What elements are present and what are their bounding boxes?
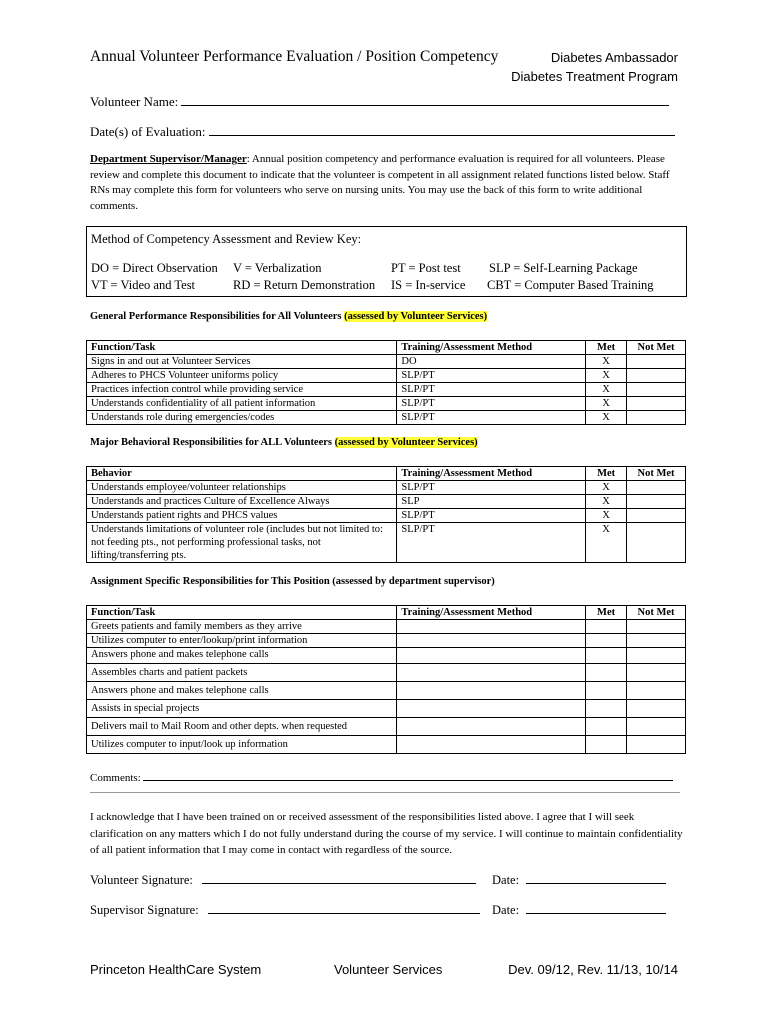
- method-cell: SLP/PT: [397, 509, 586, 523]
- assessment-key-box: [86, 226, 687, 297]
- met-cell[interactable]: [586, 682, 627, 700]
- task-cell: Signs in and out at Volunteer Services: [87, 355, 397, 369]
- supervisor-date-line[interactable]: [526, 901, 666, 914]
- supervisor-date-field[interactable]: [492, 901, 666, 918]
- evaluation-dates-line[interactable]: [209, 123, 675, 136]
- not-met-cell[interactable]: [627, 736, 686, 754]
- not-met-cell[interactable]: [627, 369, 686, 383]
- not-met-cell[interactable]: [627, 664, 686, 682]
- header-behavior: Behavior: [87, 467, 397, 481]
- not-met-cell[interactable]: [627, 481, 686, 495]
- behavior-cell: Understands limitations of volunteer role (includes but not limited to: not feeding pts., not performing professional tasks, not lifting/transferring pts.: [87, 523, 397, 563]
- assignment-responsibilities-table: [86, 605, 686, 754]
- table-row: [87, 682, 686, 700]
- task-cell: Answers phone and makes telephone calls: [87, 648, 397, 664]
- section1-heading-text: General Performance Responsibilities for All Volunteers: [90, 311, 345, 322]
- header-not-met: Not Met: [627, 606, 686, 620]
- key-item: SLP = Self-Learning Package: [489, 261, 638, 275]
- key-item: RD = Return Demonstration: [233, 278, 376, 292]
- footer-organization: Princeton HealthCare System: [90, 962, 262, 977]
- key-item: VT = Video and Test: [91, 278, 196, 292]
- method-cell[interactable]: [397, 682, 586, 700]
- key-item: CBT = Computer Based Training: [487, 278, 654, 292]
- section2-heading-text: Major Behavioral Responsibilities for ALL Volunteers: [90, 437, 335, 448]
- header-not-met: Not Met: [627, 467, 686, 481]
- program-line-1: Diabetes Ambassador: [550, 50, 678, 65]
- comments-extra-line[interactable]: [90, 792, 680, 793]
- key-item: IS = In-service: [391, 278, 466, 292]
- footer-revision: Dev. 09/12, Rev. 11/13, 10/14: [508, 962, 678, 977]
- met-cell[interactable]: X: [586, 397, 627, 411]
- supervisor-date-label: Date:: [492, 903, 520, 917]
- task-cell: Answers phone and makes telephone calls: [87, 682, 397, 700]
- volunteer-name-line[interactable]: [181, 93, 669, 106]
- met-cell[interactable]: [586, 620, 627, 634]
- method-cell[interactable]: [397, 620, 586, 634]
- table-row: [87, 523, 686, 563]
- task-cell: Practices infection control while providing service: [87, 383, 397, 397]
- table-row: [87, 481, 686, 495]
- met-cell[interactable]: X: [586, 383, 627, 397]
- met-cell[interactable]: [586, 664, 627, 682]
- behavior-cell: Understands patient rights and PHCS values: [87, 509, 397, 523]
- header-function-task: Function/Task: [87, 341, 397, 355]
- table-header-row: [87, 467, 686, 481]
- volunteer-date-line[interactable]: [526, 871, 666, 884]
- volunteer-date-field[interactable]: [492, 871, 666, 888]
- task-cell: Adheres to PHCS Volunteer uniforms policy: [87, 369, 397, 383]
- table-row: [87, 355, 686, 369]
- not-met-cell[interactable]: [627, 634, 686, 648]
- met-cell[interactable]: X: [586, 411, 627, 425]
- not-met-cell[interactable]: [627, 383, 686, 397]
- table-row: [87, 736, 686, 754]
- method-cell[interactable]: [397, 718, 586, 736]
- met-cell[interactable]: [586, 634, 627, 648]
- task-cell: Assembles charts and patient packets: [87, 664, 397, 682]
- table-row: [87, 700, 686, 718]
- comments-label: Comments:: [90, 772, 141, 784]
- method-cell: SLP/PT: [397, 397, 586, 411]
- method-cell[interactable]: [397, 736, 586, 754]
- program-line-2: Diabetes Treatment Program: [511, 69, 678, 84]
- header-met: Met: [586, 341, 627, 355]
- program-name: [511, 48, 678, 86]
- table-row: [87, 664, 686, 682]
- not-met-cell[interactable]: [627, 523, 686, 563]
- comments-field[interactable]: [90, 770, 673, 784]
- method-cell: SLP/PT: [397, 369, 586, 383]
- header-met: Met: [586, 606, 627, 620]
- behavioral-responsibilities-table: [86, 466, 686, 563]
- not-met-cell[interactable]: [627, 509, 686, 523]
- not-met-cell[interactable]: [627, 682, 686, 700]
- table-row: [87, 369, 686, 383]
- met-cell[interactable]: X: [586, 523, 627, 563]
- met-cell[interactable]: X: [586, 355, 627, 369]
- not-met-cell[interactable]: [627, 411, 686, 425]
- not-met-cell[interactable]: [627, 355, 686, 369]
- method-cell[interactable]: [397, 700, 586, 718]
- met-cell[interactable]: [586, 700, 627, 718]
- key-title: Method of Competency Assessment and Review Key:: [91, 232, 362, 246]
- task-cell: Understands role during emergencies/codes: [87, 411, 397, 425]
- behavior-cell: Understands employee/volunteer relationships: [87, 481, 397, 495]
- header-training-method: Training/Assessment Method: [397, 341, 586, 355]
- method-cell: SLP/PT: [397, 481, 586, 495]
- not-met-cell[interactable]: [627, 495, 686, 509]
- acknowledgement-text: I acknowledge that I have been trained on or received assessment of the responsibilities listed above. I agree that I will seek clarification on any matters which I do not fully understand during the course of my service. I will continue to maintain confidentiality of all patient information that I may come in contact with regardless of the source.: [90, 811, 683, 856]
- header-training-method: Training/Assessment Method: [397, 467, 586, 481]
- header-training-method: Training/Assessment Method: [397, 606, 586, 620]
- met-cell[interactable]: [586, 736, 627, 754]
- behavior-cell: Understands and practices Culture of Excellence Always: [87, 495, 397, 509]
- method-cell[interactable]: [397, 664, 586, 682]
- task-cell: Utilizes computer to enter/lookup/print information: [87, 634, 397, 648]
- volunteer-signature-field[interactable]: [90, 871, 476, 888]
- task-cell: Greets patients and family members as they arrive: [87, 620, 397, 634]
- task-cell: Understands confidentiality of all patient information: [87, 397, 397, 411]
- not-met-cell[interactable]: [627, 648, 686, 664]
- met-cell[interactable]: X: [586, 509, 627, 523]
- met-cell[interactable]: X: [586, 481, 627, 495]
- volunteer-signature-line[interactable]: [202, 871, 476, 884]
- comments-line[interactable]: [143, 770, 673, 781]
- table-row: [87, 634, 686, 648]
- header-function-task: Function/Task: [87, 606, 397, 620]
- intro-paragraph: [90, 152, 690, 214]
- general-responsibilities-table: [86, 340, 686, 425]
- volunteer-date-label: Date:: [492, 873, 520, 887]
- table-row: [87, 718, 686, 736]
- section1-heading-highlight: (assessed by Volunteer Services): [344, 311, 488, 322]
- table-row: [87, 620, 686, 634]
- met-cell[interactable]: X: [586, 369, 627, 383]
- supervisor-signature-line[interactable]: [208, 901, 480, 914]
- supervisor-signature-field[interactable]: [90, 901, 480, 918]
- met-cell[interactable]: [586, 718, 627, 736]
- header-met: Met: [586, 467, 627, 481]
- document-title: Annual Volunteer Performance Evaluation / Position Competency: [90, 48, 499, 65]
- section2-heading: [90, 437, 478, 448]
- section2-heading-highlight: (assessed by Volunteer Services): [334, 437, 478, 448]
- key-item: DO = Direct Observation: [91, 261, 218, 275]
- method-cell: SLP: [397, 495, 586, 509]
- method-cell[interactable]: [397, 648, 586, 664]
- table-row: [87, 411, 686, 425]
- evaluation-dates-label: Date(s) of Evaluation:: [90, 124, 206, 139]
- task-cell: Assists in special projects: [87, 700, 397, 718]
- table-row: [87, 495, 686, 509]
- met-cell[interactable]: [586, 648, 627, 664]
- volunteer-name-label: Volunteer Name:: [90, 94, 179, 109]
- table-header-row: [87, 606, 686, 620]
- supervisor-signature-label: Supervisor Signature:: [90, 903, 199, 917]
- key-item: V = Verbalization: [233, 261, 322, 275]
- not-met-cell[interactable]: [627, 700, 686, 718]
- table-row: [87, 509, 686, 523]
- footer-department: Volunteer Services: [334, 962, 443, 977]
- intro-text: : Annual position competency and performance evaluation is required for all volunteers. Please review and complete this document to indicate that the volunteer is competent in all assignment related functions listed below. Staff RNs may complete this form for volunteers who serve on nursing units. You may use the back of this form to write additional comments.: [90, 153, 670, 212]
- task-cell: Utilizes computer to input/look up information: [87, 736, 397, 754]
- not-met-cell[interactable]: [627, 397, 686, 411]
- section1-heading: [90, 311, 487, 322]
- not-met-cell[interactable]: [627, 718, 686, 736]
- method-cell: SLP/PT: [397, 523, 586, 563]
- task-cell: Delivers mail to Mail Room and other depts. when requested: [87, 718, 397, 736]
- volunteer-name-field[interactable]: [90, 93, 669, 110]
- evaluation-dates-field[interactable]: [90, 123, 675, 140]
- table-row: [87, 397, 686, 411]
- volunteer-signature-label: Volunteer Signature:: [90, 873, 193, 887]
- table-header-row: [87, 341, 686, 355]
- not-met-cell[interactable]: [627, 620, 686, 634]
- intro-lead: Department Supervisor/Manager: [90, 153, 247, 165]
- method-cell: DO: [397, 355, 586, 369]
- method-cell: SLP/PT: [397, 411, 586, 425]
- key-item: PT = Post test: [391, 261, 461, 275]
- section3-heading: Assignment Specific Responsibilities for This Position (assessed by department supervisor): [90, 576, 495, 587]
- method-cell: SLP/PT: [397, 383, 586, 397]
- table-row: [87, 383, 686, 397]
- met-cell[interactable]: X: [586, 495, 627, 509]
- table-row: [87, 648, 686, 664]
- method-cell[interactable]: [397, 634, 586, 648]
- header-not-met: Not Met: [627, 341, 686, 355]
